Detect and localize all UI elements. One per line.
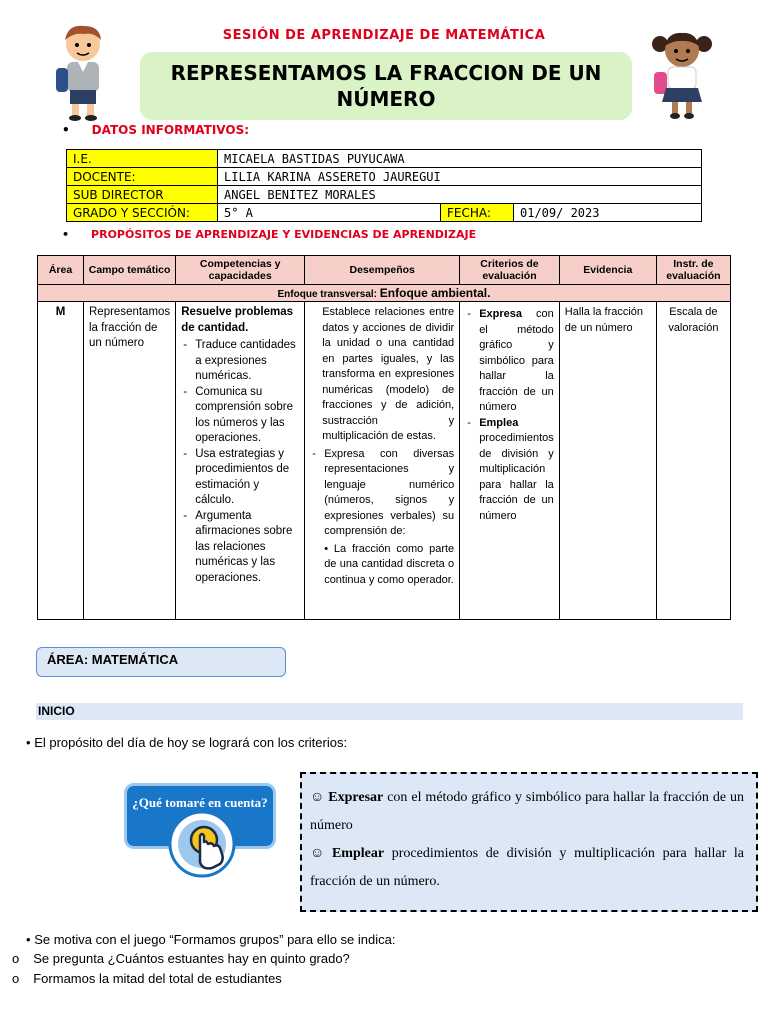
header-area: Área	[38, 256, 84, 285]
lesson-title-banner	[140, 52, 632, 120]
criterios-box	[300, 772, 758, 912]
desempeno-sub: • La fracción como parte de una cantidad discreta o continua y como operador.	[324, 542, 455, 586]
circle-bullet-icon: o	[12, 951, 20, 966]
capacidad-item: - Traduce cantidades a expresiones numéricas.	[181, 338, 299, 385]
docente-value: LILIA KARINA ASSERETO JAUREGUI	[218, 168, 702, 186]
instrumento-cell: Escala de valoración	[656, 302, 730, 620]
criterio-item: - Emplea procedimientos de división y multiplicación para hallar la fracción de un número	[465, 416, 554, 525]
circle-bullet-icon: o	[12, 971, 20, 986]
capacidad-item: - Comunica su comprensión sobre los números y las operaciones.	[181, 385, 299, 447]
grado-value: 5° A	[218, 204, 441, 222]
area-matematica-box: ÁREA: MATEMÁTICA	[36, 647, 286, 677]
smiley-icon: ☺	[310, 790, 325, 805]
evidencia-cell: Halla la fracción de un número	[559, 302, 656, 620]
girl-illustration	[650, 30, 714, 122]
desempeno-item: - Expresa con diversas representaciones y lenguaje numérico (números, signos y expresiones verbales) su comprensión de:	[310, 447, 454, 540]
datos-table	[66, 149, 702, 222]
criterio-item: - Expresa con el método gráfico y simbólico para hallar la fracción de un número	[465, 307, 554, 416]
competencias-cell	[176, 302, 305, 620]
header-desempenos: Desempeños	[305, 256, 460, 285]
datos-heading: • DATOS INFORMATIVOS:	[62, 123, 250, 137]
criterios-list	[465, 307, 554, 524]
propositos-table	[37, 255, 731, 620]
lesson-title-line1: REPRESENTAMOS LA FRACCION DE UN	[170, 61, 602, 85]
fecha-label: FECHA:	[441, 204, 514, 222]
proposito-line: • El propósito del día de hoy se logrará con los criterios:	[26, 735, 348, 750]
motiva-line: • Se motiva con el juego “Formamos grupos” para ello se indica:	[26, 932, 396, 947]
header-competencias: Competencias y capacidades	[176, 256, 305, 285]
subdirector-label: SUB DIRECTOR	[67, 186, 218, 204]
capacidades-list	[181, 338, 299, 586]
subdirector-value: ANGEL BENITEZ MORALES	[218, 186, 702, 204]
sub-item-2: o Formamos la mitad del total de estudiantes	[12, 971, 282, 986]
propositos-heading: • PROPÓSITOS DE APRENDIZAJE Y EVIDENCIAS DE APRENDIZAJE	[62, 228, 477, 241]
header-criterios: Criterios de evaluación	[460, 256, 560, 285]
header-instrumento: Instr. de evaluación	[656, 256, 730, 285]
bullet-icon: •	[62, 228, 70, 241]
criterio-expresar: ☺ Expresar con el método gráfico y simbólico para hallar la fracción de un número	[310, 790, 745, 833]
ie-label: I.E.	[67, 150, 218, 168]
bullet-icon: •	[62, 123, 70, 137]
ie-value: MICAELA BASTIDAS PUYUCAWA	[218, 150, 702, 168]
capacidad-item: - Usa estrategias y procedimientos de estimación y cálculo.	[181, 447, 299, 509]
boy-illustration	[52, 24, 114, 122]
header-evidencia: Evidencia	[559, 256, 656, 285]
docente-label: DOCENTE:	[67, 168, 218, 186]
lesson-title-line2: NÚMERO	[336, 87, 436, 111]
inicio-heading: INICIO	[36, 703, 743, 720]
sub-item-1: o Se pregunta ¿Cuántos estuantes hay en quinto grado?	[12, 951, 350, 966]
enfoque-transversal: Enfoque transversal: Enfoque ambiental.	[38, 285, 731, 302]
header-campo: Campo temático	[84, 256, 176, 285]
bullet-icon: •	[26, 932, 31, 947]
pointer-click-icon	[166, 806, 238, 878]
capacidad-item: - Argumenta afirmaciones sobre las relaciones numéricas y las operaciones.	[181, 509, 299, 587]
fecha-value: 01/09/ 2023	[514, 204, 702, 222]
criterio-emplear: ☺ Emplear procedimientos de división y multiplicación para hallar la fracción de un número.	[310, 846, 745, 889]
criterios-cell	[460, 302, 560, 620]
bullet-icon: •	[26, 735, 31, 750]
desempenos-cell	[305, 302, 460, 620]
que-tomare-box: ¿Qué tomaré en cuenta?	[124, 783, 276, 849]
smiley-icon: ☺	[310, 846, 325, 861]
desempeno-intro: Establece relaciones entre datos y acciones de dividir la unidad o una cantidad en partes iguales, y las transforma en expresiones numéricas (modelo) de fracciones y de adición, sustracción y multiplicación de estas.	[322, 306, 455, 442]
competencia-title: Resuelve problemas de cantidad.	[181, 306, 294, 334]
desempeno-list	[310, 447, 454, 540]
area-cell: M	[38, 302, 84, 620]
grado-label: GRADO Y SECCIÓN:	[67, 204, 218, 222]
campo-cell: Representamos la fracción de un número	[84, 302, 176, 620]
session-title: SESIÓN DE APRENDIZAJE DE MATEMÁTICA	[222, 28, 546, 43]
